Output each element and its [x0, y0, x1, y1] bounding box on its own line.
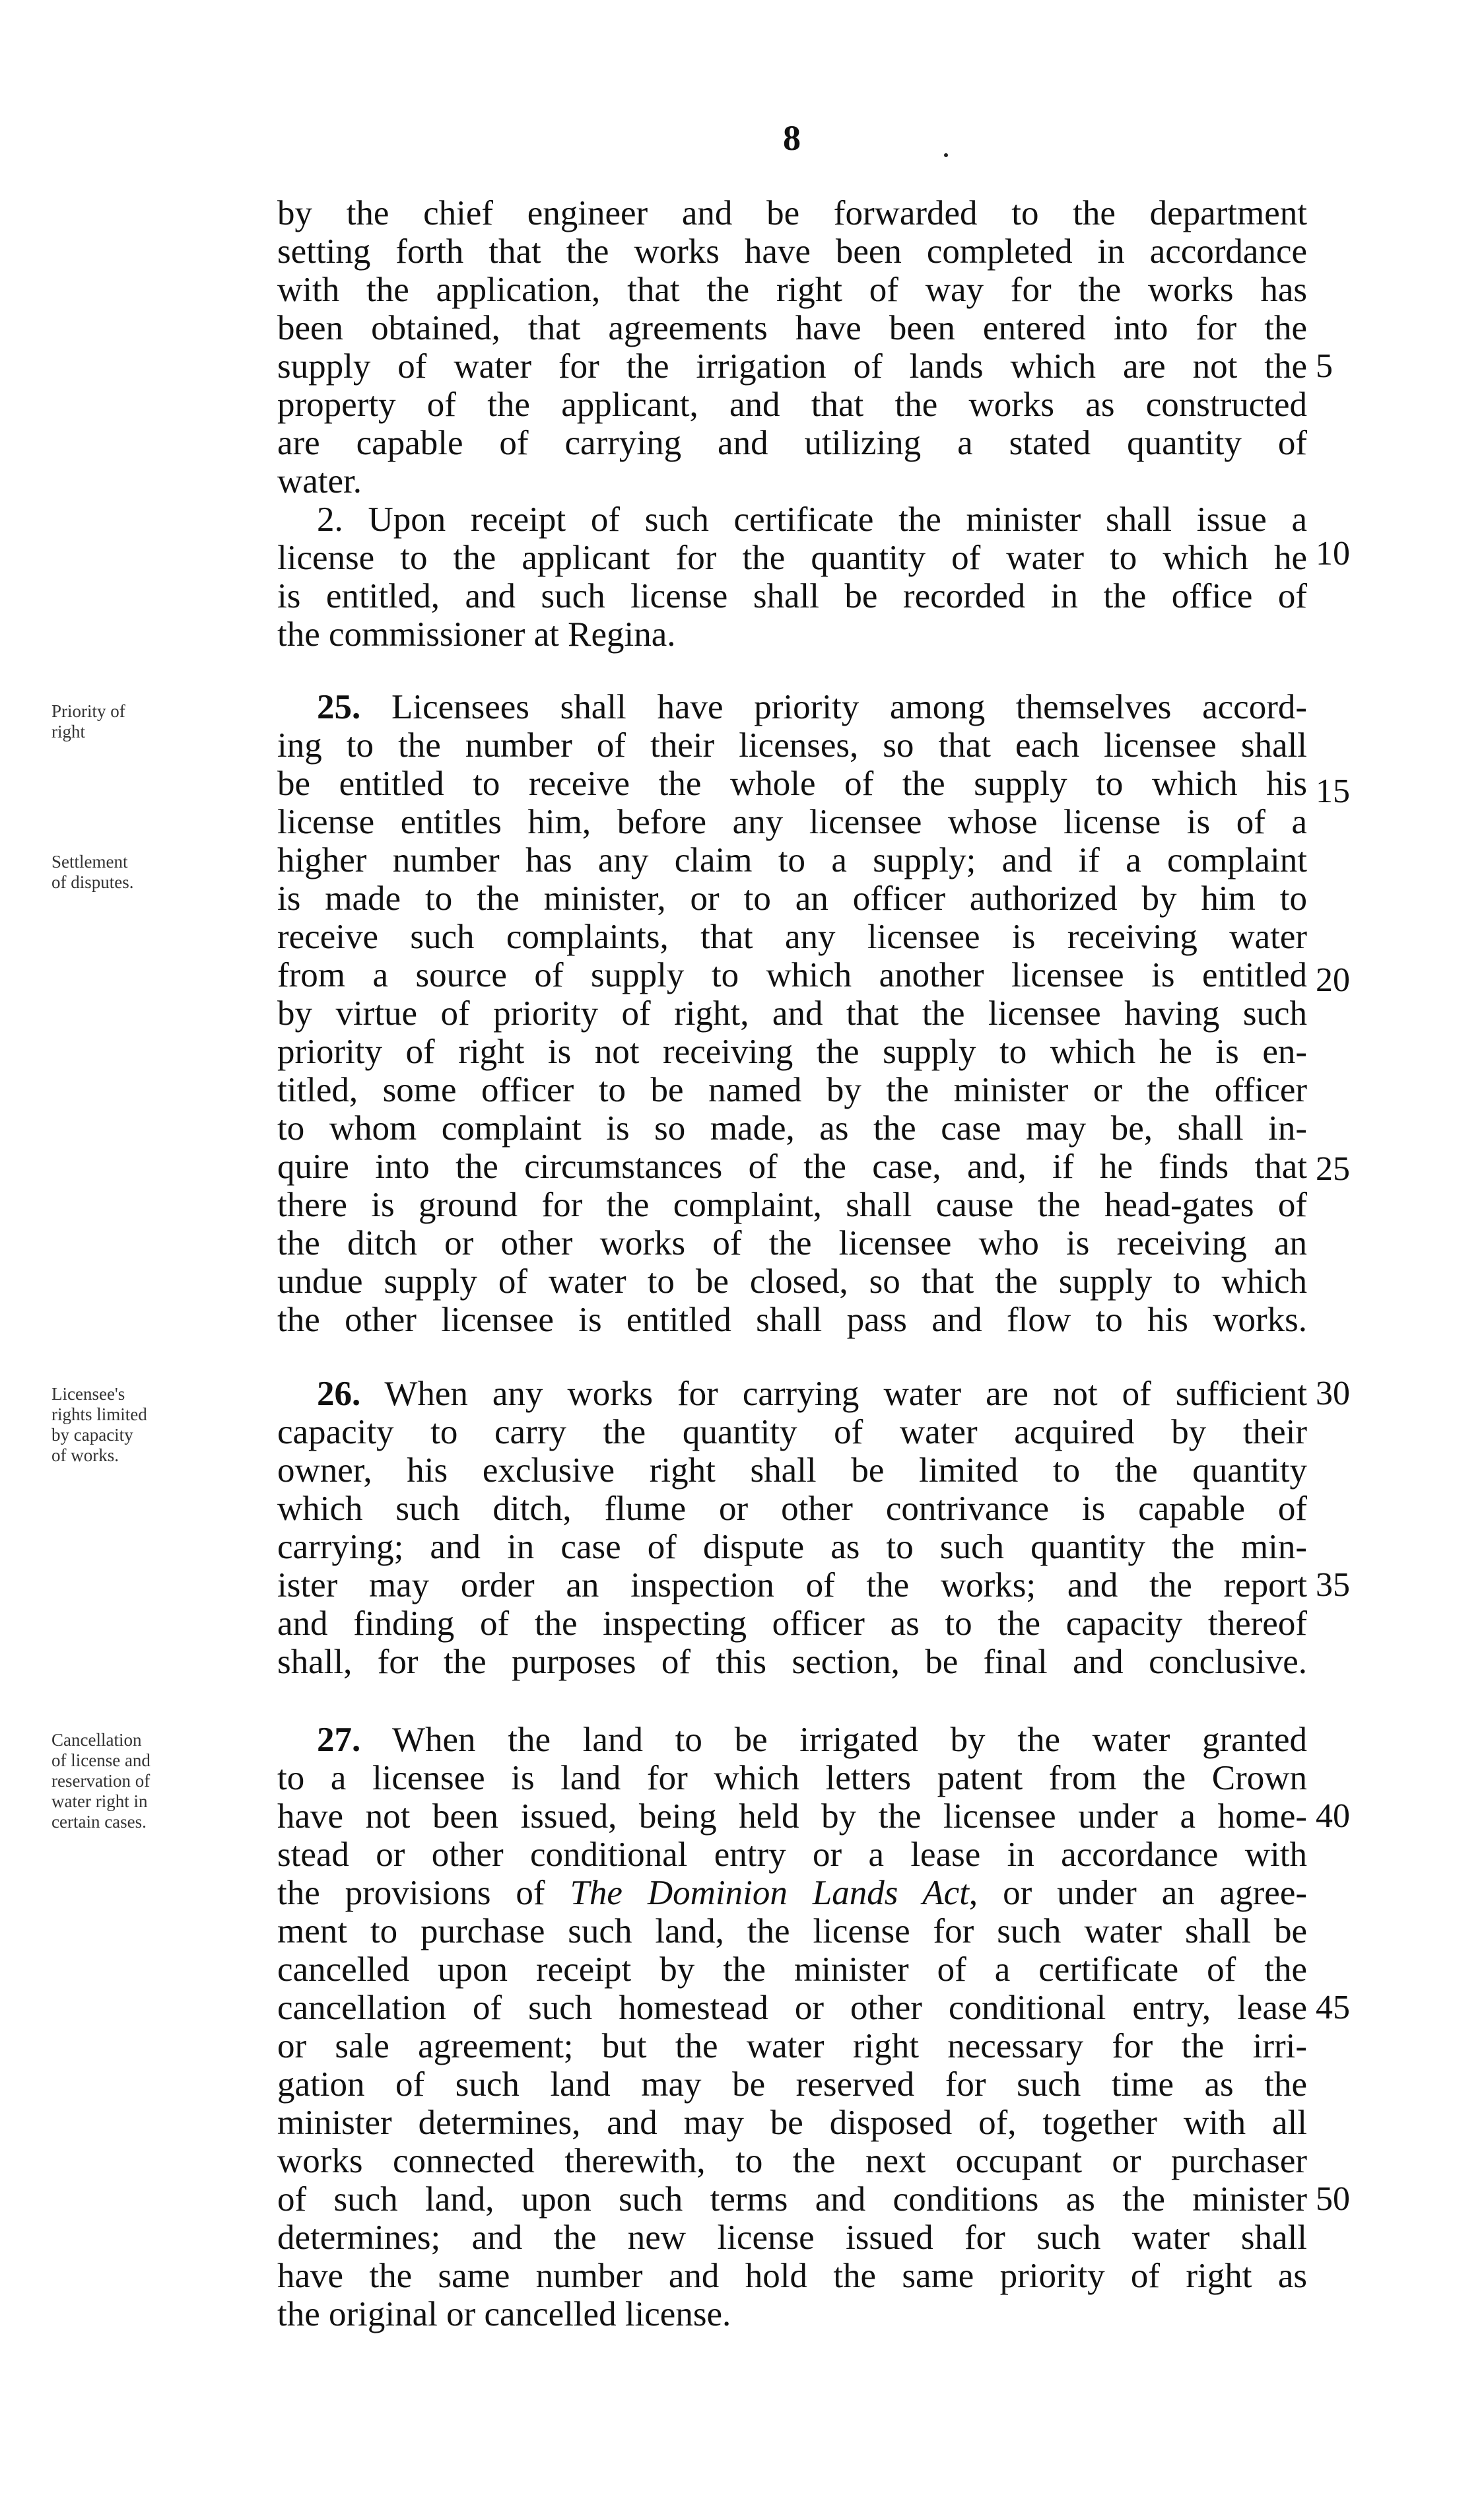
text-line: by the chief engineer and be forwarded to the department — [277, 194, 1307, 232]
line-number: 35 — [1316, 1566, 1350, 1604]
text-line: receive such complaints, that any licensee is receiving water — [277, 918, 1307, 956]
text-line: is entitled, and such license shall be recorded in the office of — [277, 577, 1307, 615]
text-line: works connected therewith, to the next occupant or purchaser — [277, 2142, 1307, 2180]
margin-note-line: Licensee's — [51, 1384, 125, 1404]
margin-note-licensees-rights — [51, 1384, 263, 1466]
text-line: owner, his exclusive right shall be limited to the quantity — [277, 1451, 1307, 1490]
margin-note-settlement — [51, 852, 263, 893]
text-line: to whom complaint is so made, as the case may be, shall in- — [277, 1109, 1307, 1148]
margin-note-line: reservation of — [51, 1771, 151, 1791]
text-line: cancellation of such homestead or other conditional entry, lease — [277, 1989, 1307, 2027]
text-line: priority of right is not receiving the supply to which he is en- — [277, 1033, 1307, 1071]
text-line: capacity to carry the quantity of water acquired by their — [277, 1413, 1307, 1451]
text-line: ing to the number of their licenses, so that each licensee shall — [277, 726, 1307, 765]
stray-dot — [944, 153, 948, 157]
margin-note-line: Priority of — [51, 701, 125, 721]
margin-note-line: Settlement — [51, 852, 128, 872]
text-line: the commissioner at Regina. — [277, 615, 676, 654]
section-26-first-line — [277, 1375, 1307, 1413]
text-line: 2. Upon receipt of such certificate the minister shall issue a — [317, 500, 1307, 539]
margin-note-line: rights limited — [51, 1404, 147, 1424]
text-line: from a source of supply to which another licensee is entitled — [277, 956, 1307, 994]
line-number: 10 — [1316, 535, 1350, 572]
text-line: or sale agreement; but the water right necessary for the irri- — [277, 2027, 1307, 2065]
text-line: gation of such land may be reserved for such time as the — [277, 2065, 1307, 2104]
section-25-first-line — [277, 688, 1307, 726]
line-number: 45 — [1316, 1989, 1350, 2026]
text-line: titled, some officer to be named by the minister or the officer — [277, 1071, 1307, 1109]
line-number: 50 — [1316, 2180, 1350, 2218]
margin-note-line: of works. — [51, 1445, 119, 1465]
text-line: which such ditch, flume or other contrivance is capable of — [277, 1490, 1307, 1528]
margin-note-line: water right in — [51, 1791, 148, 1811]
section-number: 26. — [317, 1375, 361, 1413]
margin-note-line: right — [51, 722, 85, 741]
text-line: is made to the minister, or to an officer authorized by him to — [277, 879, 1307, 918]
margin-note-line: by capacity — [51, 1425, 133, 1445]
text-line: quire into the circumstances of the case, and, if he finds that — [277, 1148, 1307, 1186]
margin-note-line: of disputes. — [51, 872, 134, 892]
text-line: minister determines, and may be disposed of, together with all — [277, 2104, 1307, 2142]
text-fragment: the provisions of — [277, 1874, 570, 1912]
text-line: shall, for the purposes of this section, be final and conclusive. — [277, 1643, 1307, 1681]
text-line: property of the applicant, and that the works as constructed — [277, 386, 1307, 424]
text-line: determines; and the new license issued for such water shall — [277, 2219, 1307, 2257]
text-line: higher number has any claim to a supply; and if a complaint — [277, 841, 1307, 879]
page-number: 8 — [783, 118, 801, 158]
text-line: have not been issued, being held by the licensee under a home- — [277, 1797, 1307, 1836]
text-line: be entitled to receive the whole of the supply to which his — [277, 765, 1307, 803]
margin-note-line: of license and — [51, 1750, 151, 1770]
section-text: When any works for carrying water are not of sufficient — [384, 1375, 1308, 1413]
section-27-first-line — [277, 1721, 1307, 1759]
text-line: to a licensee is land for which letters patent from the Crown — [277, 1759, 1307, 1797]
text-line: ment to purchase such land, the license for such water shall be — [277, 1912, 1307, 1950]
act-title: The Dominion Lands Act — [570, 1874, 969, 1912]
margin-note-line: Cancellation — [51, 1730, 142, 1750]
text-line: supply of water for the irrigation of lands which are not the — [277, 347, 1307, 386]
text-line: license to the applicant for the quantity of water to which he — [277, 539, 1307, 577]
margin-note-cancellation — [51, 1730, 263, 1832]
act-reference-line — [277, 1874, 1307, 1912]
text-line: have the same number and hold the same priority of right as — [277, 2257, 1307, 2295]
section-text: Licensees shall have priority among themselves accord- — [391, 688, 1308, 726]
text-line: undue supply of water to be closed, so that the supply to which — [277, 1262, 1307, 1301]
text-line: water. — [277, 462, 362, 500]
text-line: setting forth that the works have been completed in accordance — [277, 232, 1307, 271]
text-line: with the application, that the right of way for the works has — [277, 271, 1307, 309]
text-line: the original or cancelled license. — [277, 2295, 731, 2333]
line-number: 25 — [1316, 1150, 1350, 1188]
text-line: license entitles him, before any licensee whose license is of a — [277, 803, 1307, 841]
line-number: 30 — [1316, 1375, 1350, 1412]
section-number: 27. — [317, 1721, 361, 1759]
text-line: and finding of the inspecting officer as to the capacity thereof — [277, 1604, 1307, 1643]
line-number: 40 — [1316, 1797, 1350, 1835]
text-line: by virtue of priority of right, and that the licensee having such — [277, 994, 1307, 1033]
text-fragment: , or under an agree- — [968, 1874, 1307, 1912]
text-line: ister may order an inspection of the works; and the report — [277, 1566, 1307, 1604]
text-line: the ditch or other works of the licensee who is receiving an — [277, 1224, 1307, 1262]
margin-note-line: certain cases. — [51, 1812, 147, 1832]
line-number: 5 — [1316, 347, 1333, 385]
section-number: 25. — [317, 688, 361, 726]
section-text: When the land to be irrigated by the water granted — [392, 1721, 1307, 1759]
text-line: there is ground for the complaint, shall cause the head-gates of — [277, 1186, 1307, 1224]
text-line: been obtained, that agreements have been entered into for the — [277, 309, 1307, 347]
text-line: carrying; and in case of dispute as to such quantity the min- — [277, 1528, 1307, 1566]
text-line: cancelled upon receipt by the minister of a certificate of the — [277, 1950, 1307, 1989]
margin-note-priority — [51, 701, 263, 742]
text-line: of such land, upon such terms and conditions as the minister — [277, 2180, 1307, 2219]
line-number: 20 — [1316, 961, 1350, 999]
text-line: the other licensee is entitled shall pass and flow to his works. — [277, 1301, 1307, 1339]
text-line: are capable of carrying and utilizing a stated quantity of — [277, 424, 1307, 462]
text-line: stead or other conditional entry or a lease in accordance with — [277, 1836, 1307, 1874]
line-number: 15 — [1316, 773, 1350, 810]
